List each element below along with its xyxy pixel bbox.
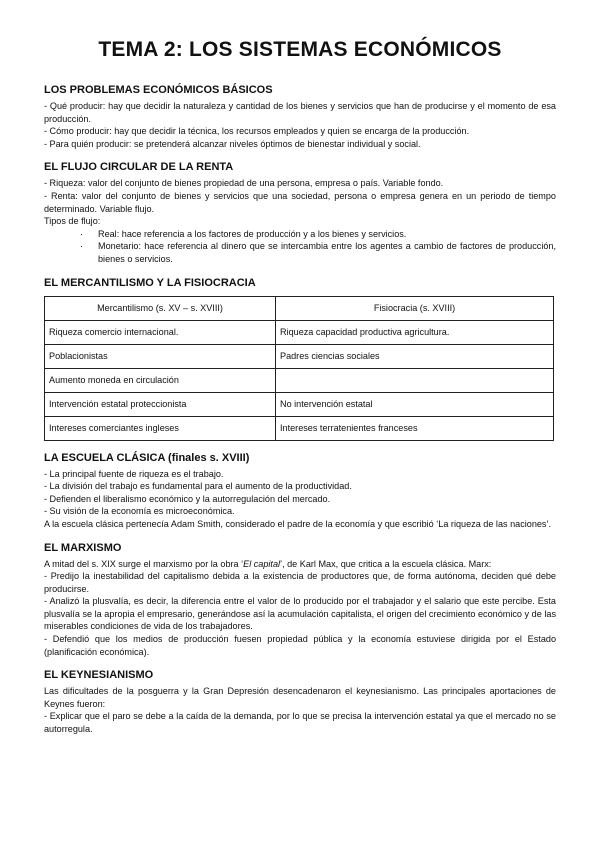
table-cell: No intervención estatal [276, 392, 554, 416]
table-header-cell: Mercantilismo (s. XV – s. XVIII) [45, 296, 276, 320]
text-line: - Para quién producir: se pretenderá alcanzar niveles óptimos de bienestar individual y social. [44, 138, 421, 149]
text-line: - Defendió que los medios de producción fuesen propiedad pública y la economía estuviese dirigida por el Estado (planificación económica). [44, 634, 556, 657]
text-line: - Predijo la inestabilidad del capitalismo debida a la existencia de productores que, de forma autónoma, deciden qué debe producirse. [44, 571, 556, 594]
text-line: Las dificultades de la posguerra y la Gran Depresión desencadenaron el keynesianismo. Las principales aportaciones de Keynes fueron: [44, 686, 556, 709]
text-line: - Analizó la plusvalía, es decir, la diferencia entre el valor de lo producido por el trabajador y el salario que este percibe. Esta plusvalía se la apropia el empresario, generándose así la acumulación capitalista, el origen del crecimiento económico y de las miserables condiciones de vida de los trabajadores. [44, 596, 556, 632]
text-line: Tipos de flujo: [44, 216, 101, 227]
section-problemas [44, 84, 556, 150]
table-row [45, 344, 554, 368]
section-flujo [44, 161, 556, 265]
table-cell: Aumento moneda en circulación [45, 368, 276, 392]
section-mercantilismo [44, 277, 556, 441]
text-line: - Su visión de la economía es microeconómica. [44, 506, 235, 517]
bullet-icon: · [80, 228, 84, 239]
section-heading: LOS PROBLEMAS ECONÓMICOS BÁSICOS [44, 84, 273, 96]
table-cell [276, 368, 554, 392]
table-cell: Riqueza capacidad productiva agricultura. [276, 320, 554, 344]
section-clasica [44, 452, 556, 531]
list-item [44, 228, 556, 241]
text-line: - Defienden el liberalismo económico y la autorregulación del mercado. [44, 493, 331, 504]
table-cell: Intereses comerciantes ingleses [45, 416, 276, 440]
table-header-row [45, 296, 554, 320]
list-item [44, 240, 556, 265]
table-cell: Poblacionistas [45, 344, 276, 368]
bullet-icon: · [80, 241, 84, 252]
table-row [45, 392, 554, 416]
table-cell: Riqueza comercio internacional. [45, 320, 276, 344]
text-line: - Riqueza: valor del conjunto de bienes propiedad de una persona, empresa o país. Variable fondo. [44, 178, 444, 189]
section-heading: LA ESCUELA CLÁSICA (finales s. XVIII) [44, 451, 250, 464]
text-line: - La división del trabajo es fundamental para el aumento de la productividad. [44, 481, 352, 492]
list-item-text: Monetario: hace referencia al dinero que se intercambia entre los agentes a cambio de factores de producción, bienes o servicios. [98, 241, 556, 264]
section-heading: EL KEYNESIANISMO [44, 669, 154, 682]
table-row [45, 368, 554, 392]
table-row [45, 320, 554, 344]
text-line: A la escuela clásica pertenecía Adam Smith, considerado el padre de la economía y que escribió ‘La riqueza de las naciones’. [44, 518, 552, 529]
intro-text: ’, de Karl Max, que critica a la escuela clásica. Marx: [280, 558, 492, 569]
text-line: - Renta: valor del conjunto de bienes y servicios que una sociedad, persona o empresa genera en un periodo de tiempo determinado. Variable flujo. [44, 190, 556, 214]
text-line: - Qué producir: hay que decidir la naturaleza y cantidad de los bienes y servicios que han de producirse y el momento de esa producción. [44, 101, 556, 124]
section-heading: EL MARXISMO [44, 541, 122, 554]
list-item-text: Real: hace referencia a los factores de producción y a los bienes y servicios. [98, 228, 407, 239]
table-row [45, 416, 554, 440]
text-line: - La principal fuente de riqueza es el trabajo. [44, 468, 224, 479]
section-keynes [44, 669, 556, 735]
flow-types-list [44, 228, 556, 266]
intro-text: A mitad del s. XIX surge el marxismo por la obra ‘ [44, 558, 244, 569]
table-cell: Padres ciencias sociales [276, 344, 554, 368]
text-line: - Cómo producir: hay que decidir la técnica, los recursos empleados y quien se encarga de la producción. [44, 126, 470, 137]
section-heading: EL MERCANTILISMO Y LA FISIOCRACIA [44, 276, 256, 289]
section-heading: EL FLUJO CIRCULAR DE LA RENTA [44, 161, 234, 174]
table-header-cell: Fisiocracia (s. XVIII) [276, 296, 554, 320]
page-title: TEMA 2: LOS SISTEMAS ECONÓMICOS [98, 38, 502, 61]
book-title: El capital [243, 558, 281, 569]
text-line [44, 558, 556, 571]
table-cell: Intereses terratenientes franceses [276, 416, 554, 440]
section-marxismo [44, 542, 556, 659]
comparison-table [44, 296, 554, 441]
text-line: - Explicar que el paro se debe a la caída de la demanda, por lo que se precisa la intervención estatal ya que el mercado no se autorregula. [44, 711, 556, 735]
document-body [44, 84, 556, 747]
table-cell: Intervención estatal proteccionista [45, 392, 276, 416]
